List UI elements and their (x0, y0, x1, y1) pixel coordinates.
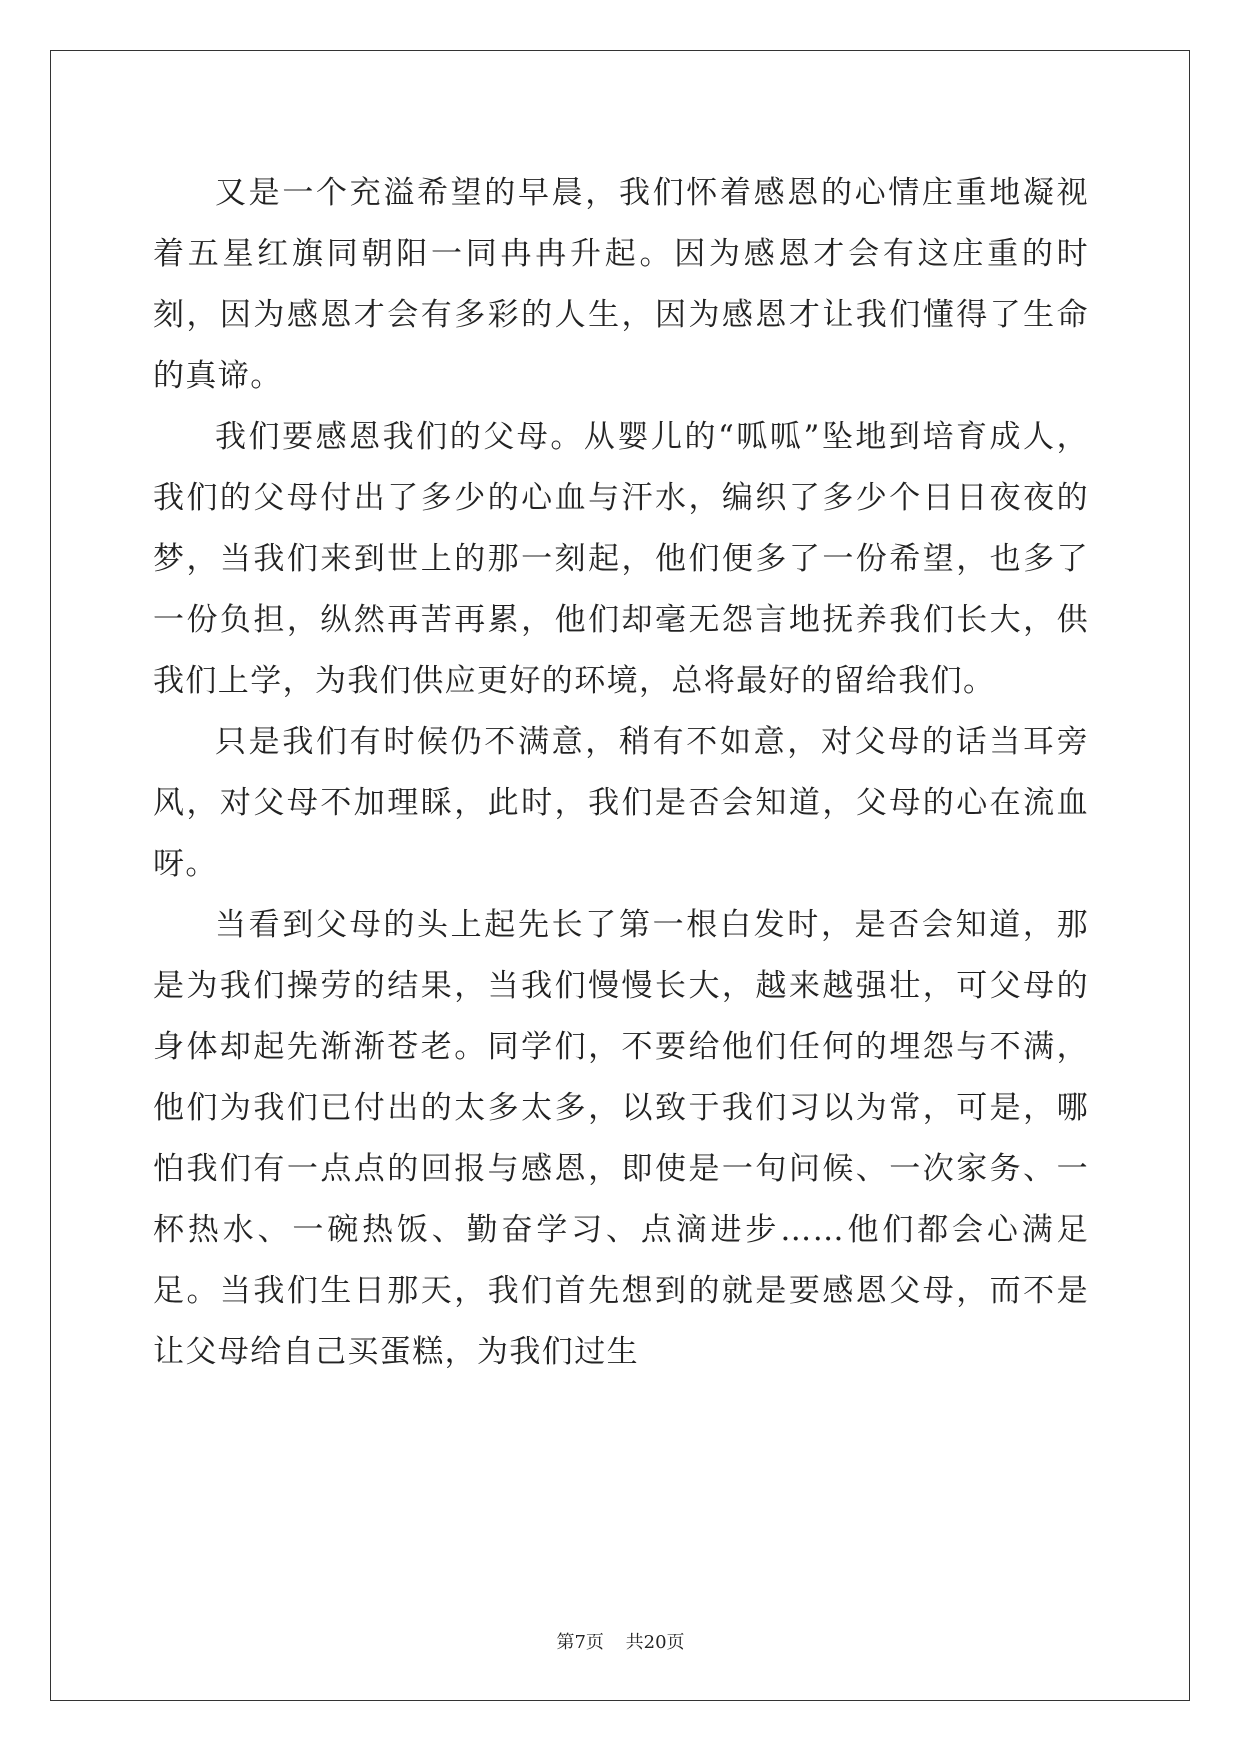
page-number-current: 第7页 (556, 1632, 604, 1653)
paragraph-1: 又是一个充溢希望的早晨，我们怀着感恩的心情庄重地凝视着五星红旗同朝阳一同冉冉升起。因为感恩才会有这庄重的时刻，因为感恩才会有多彩的人生，因为感恩才让我们懂得了生命的真谛。 (153, 175, 1089, 394)
page-number-total: 共20页 (625, 1632, 685, 1653)
paragraph-4: 当看到父母的头上起先长了第一根白发时，是否会知道，那是为我们操劳的结果，当我们慢慢长大，越来越强壮，可父母的身体却起先渐渐苍老。同学们，不要给他们任何的埋怨与不满，他们为我们已付出的太多太多，以致于我们习以为常，可是，哪怕我们有一点点的回报与感恩，即使是一句问候、一次家务、一杯热水、一碗热饭、勤奋学习、点滴进步……他们都会心满足足。当我们生日那天，我们首先想到的就是要感恩父母，而不是让父母给自己买蛋糕，为我们过生 (153, 907, 1089, 1370)
page-footer (0, 1628, 1241, 1654)
paragraph-2: 我们要感恩我们的父母。从婴儿的“呱呱”坠地到培育成人，我们的父母付出了多少的心血与汗水，编织了多少个日日夜夜的梦，当我们来到世上的那一刻起，他们便多了一份希望，也多了一份负担，纵然再苦再累，他们却毫无怨言地抚养我们长大，供我们上学，为我们供应更好的环境，总将最好的留给我们。 (153, 419, 1089, 699)
document-body (153, 163, 1089, 1383)
paragraph-3: 只是我们有时候仍不满意，稍有不如意，对父母的话当耳旁风，对父母不加理睬，此时，我们是否会知道，父母的心在流血呀。 (153, 724, 1089, 882)
